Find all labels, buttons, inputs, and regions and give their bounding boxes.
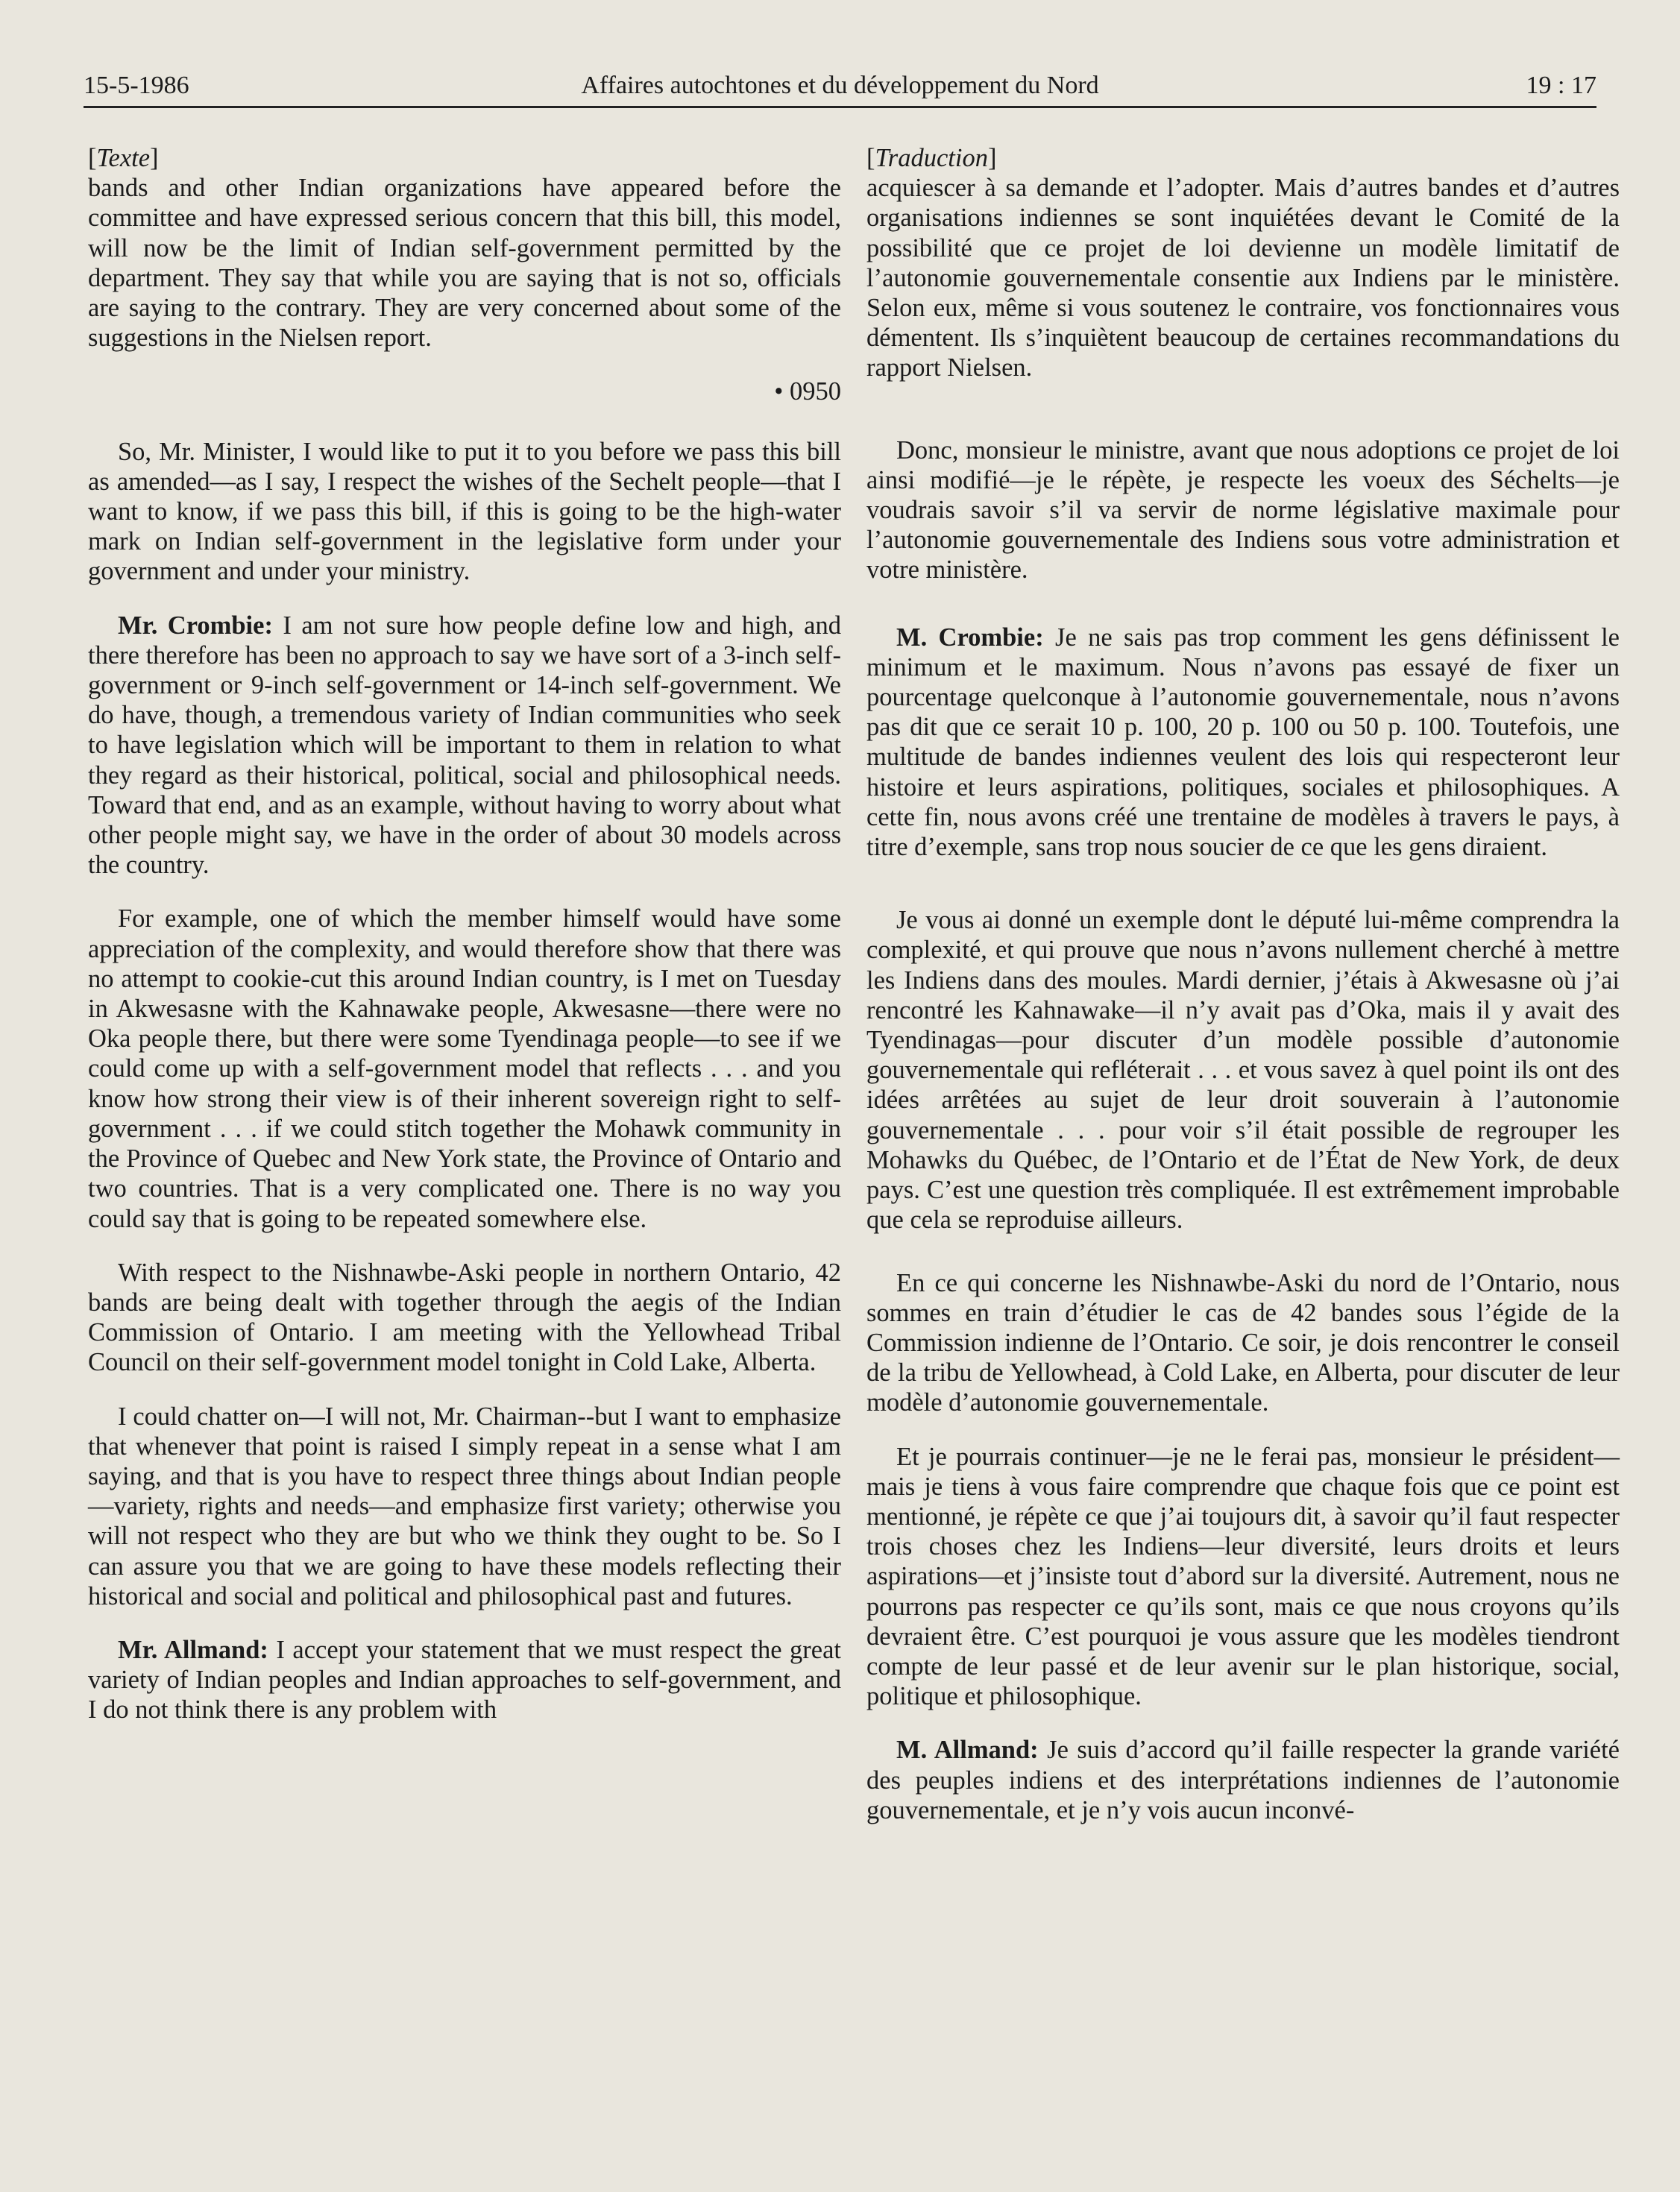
paragraph: For example, one of which the member himself would have some appreciation of the complexity, and would therefore show that there was no attempt to cookie-cut this around Indian country, is I met on Tuesday in Akwesasne with the Kahnawake people, Akwesasne—there were no Oka people there, but there were some Tyendinaga people—to see if we could come up with a self-government model that reflects . . . and you know how strong their view is of their inherent sovereign right to self-government . . . if we could stitch together the Mohawk community in the Province of Quebec and New York state, the Province of Ontario and two countries. That is a very complicated one. There is no way you could say that is going to be repeated somewhere else. xyxy=(88,904,841,1233)
page-header xyxy=(84,72,1596,108)
header-page-number: 19 : 17 xyxy=(1526,72,1596,99)
paragraph: En ce qui concerne les Nishnawbe-Aski du nord de l’Ontario, nous sommes en train d’étudier le cas de 42 bandes sous l’égide de la Commission indienne de l’Ontario. Ce soir, je dois rencontrer le conseil de la tribu de Yellowhead, à Cold Lake, en Alberta, pour discuter de leur modèle d’autonomie gouvernementale. xyxy=(866,1268,1620,1417)
time-marker: • 0950 xyxy=(774,377,841,406)
speaker-name: M. Allmand: xyxy=(896,1736,1039,1765)
speaker-paragraph: M. Crombie: Je ne sais pas trop comment les gens définissent le minimum et le maximum. Nous n’avons pas essayé de fixer un pourcentage quelconque à l’autonomie gouvernementale, nous n’avons pas dit que ce serait 10 p. 100, 20 p. 100 ou 50 p. 100. Toutefois, une multitude de bandes indiennes veulent des lois qui respecteront leur histoire et leurs aspirations, politiques, sociales et philosophiques. A cette fin, nous avons créé une trentaine de modèles à travers le pays, à titre d’exemple, sans trop nous soucier de ce que les gens diraient. xyxy=(866,623,1620,862)
speaker-name: Mr. Allmand: xyxy=(118,1635,268,1664)
speaker-paragraph: Mr. Crombie: I am not sure how people define low and high, and there therefore has been no approach to say we have sort of a 3-inch self-government or 9-inch self-government or 14-inch self-government. We do have, though, a tremendous variety of Indian communities who seek to have legislation which will be important to them in relation to what they regard as their historical, political, social and philosophical needs. Toward that end, and as an example, without having to worry about what other people might say, we have in the order of about 30 models across the country. xyxy=(88,611,841,880)
paragraph: I could chatter on—I will not, Mr. Chairman--but I want to emphasize that whenever that point is raised I simply repeat in a sense what I am saying, and that is you have to respect three things about Indian people—variety, rights and needs—and emphasize first variety; otherwise you will not respect who they are but who we think they ought to be. So I can assure you that we are going to have these models reflecting their historical and social and political and philosophical past and futures. xyxy=(88,1402,841,1610)
paragraph: bands and other Indian organizations have appeared before the committee and have expressed serious concern that this bill, this model, will now be the limit of Indian self-government permitted by the department. They say that while you are saying that is not so, officials are saying to the contrary. They are very concerned about some of the suggestions in the Nielsen report. xyxy=(88,174,841,353)
section-tag: [Texte] xyxy=(88,144,159,172)
speaker-name: Mr. Crombie: xyxy=(118,611,273,640)
paragraph: With respect to the Nishnawbe-Aski people in northern Ontario, 42 bands are being dealt with together through the aegis of the Indian Commission of Ontario. I am meeting with the Yellowhead Tribal Council on their self-government model tonight in Cold Lake, Alberta. xyxy=(88,1258,841,1377)
paragraph: Je vous ai donné un exemple dont le député lui-même comprendra la complexité, et qui prouve que nous n’avons nullement cherché à mettre les Indiens dans des moules. Mardi dernier, j’étais à Akwesasne où j’ai rencontré les Kahnawake—il n’y avait pas d’Oka, mais il y avait des Tyendinagas—pour discuter d’un modèle possible d’autonomie gouvernementale qui refléterait . . . et vous savez à quel point ils ont des idées arrêtées au sujet de leur droit souverain à l’autonomie gouvernementale . . . pour voir s’il était possible de regrouper les Mohawks du Québec, de l’Ontario et de l’État de New York, de deux pays. C’est une question très compliquée. Il est extrêmement improbable que cela se reproduise ailleurs. xyxy=(866,906,1620,1235)
speaker-paragraph: M. Allmand: Je suis d’accord qu’il faille respecter la grande variété des peuples indiens et des interprétations indiennes de l’autonomie gouvernementale, et je n’y vois aucun inconvé- xyxy=(866,1736,1620,1824)
english-column xyxy=(88,143,841,1749)
section-tag: [Traduction] xyxy=(866,144,997,172)
french-column xyxy=(866,143,1620,1849)
header-title: Affaires autochtones et du développement du Nord xyxy=(581,72,1099,99)
paragraph: Et je pourrais continuer—je ne le ferai pas, monsieur le président—mais je tiens à vous faire comprendre que chaque fois que ce point est mentionné, je répète ce que j’ai toujours dit, à savoir qu’il faut respecter trois choses chez les Indiens—leur diversité, leurs droits et leurs aspirations—et j’insiste tout d’abord sur la diversité. Autrement, nous ne pourrons pas respecter ce qu’ils sont, mais ce que nous croyons qu’ils devraient être. C’est pourquoi je vous assure que les modèles tiendront compte de leur passé et de leur avenir sur le plan historique, social, politique et philosophique. xyxy=(866,1442,1620,1711)
paragraph: acquiescer à sa demande et l’adopter. Mais d’autres bandes et d’autres organisations indiennes se sont inquiétées devant le Comité de la possibilité que ce projet de loi devienne un modèle limitatif de l’autonomie gouvernementale consentie aux Indiens par le ministère. Selon eux, même si vous soutenez le contraire, vos fonctionnaires vous démentent. Ils s’inquiètent beaucoup de certaines recommandations du rapport Nielsen. xyxy=(866,174,1620,382)
speaker-name: M. Crombie: xyxy=(896,623,1044,652)
speaker-paragraph: Mr. Allmand: I accept your statement that we must respect the great variety of Indian peoples and Indian approaches to self-government, and I do not think there is any problem with xyxy=(88,1635,841,1725)
header-date: 15-5-1986 xyxy=(84,72,189,99)
paragraph: Donc, monsieur le ministre, avant que nous adoptions ce projet de loi ainsi modifié—je le répète, je respecte les voeux des Séchelts—je voudrais savoir s’il va servir de norme législative maximale pour l’autonomie gouvernementale des Indiens sous votre administration et votre ministère. xyxy=(866,435,1620,585)
paragraph: So, Mr. Minister, I would like to put it to you before we pass this bill as amended—as I say, I respect the wishes of the Sechelt people—that I want to know, if we pass this bill, if this is going to be the high-water mark on Indian self-government in the legislative form under your government and under your ministry. xyxy=(88,437,841,586)
